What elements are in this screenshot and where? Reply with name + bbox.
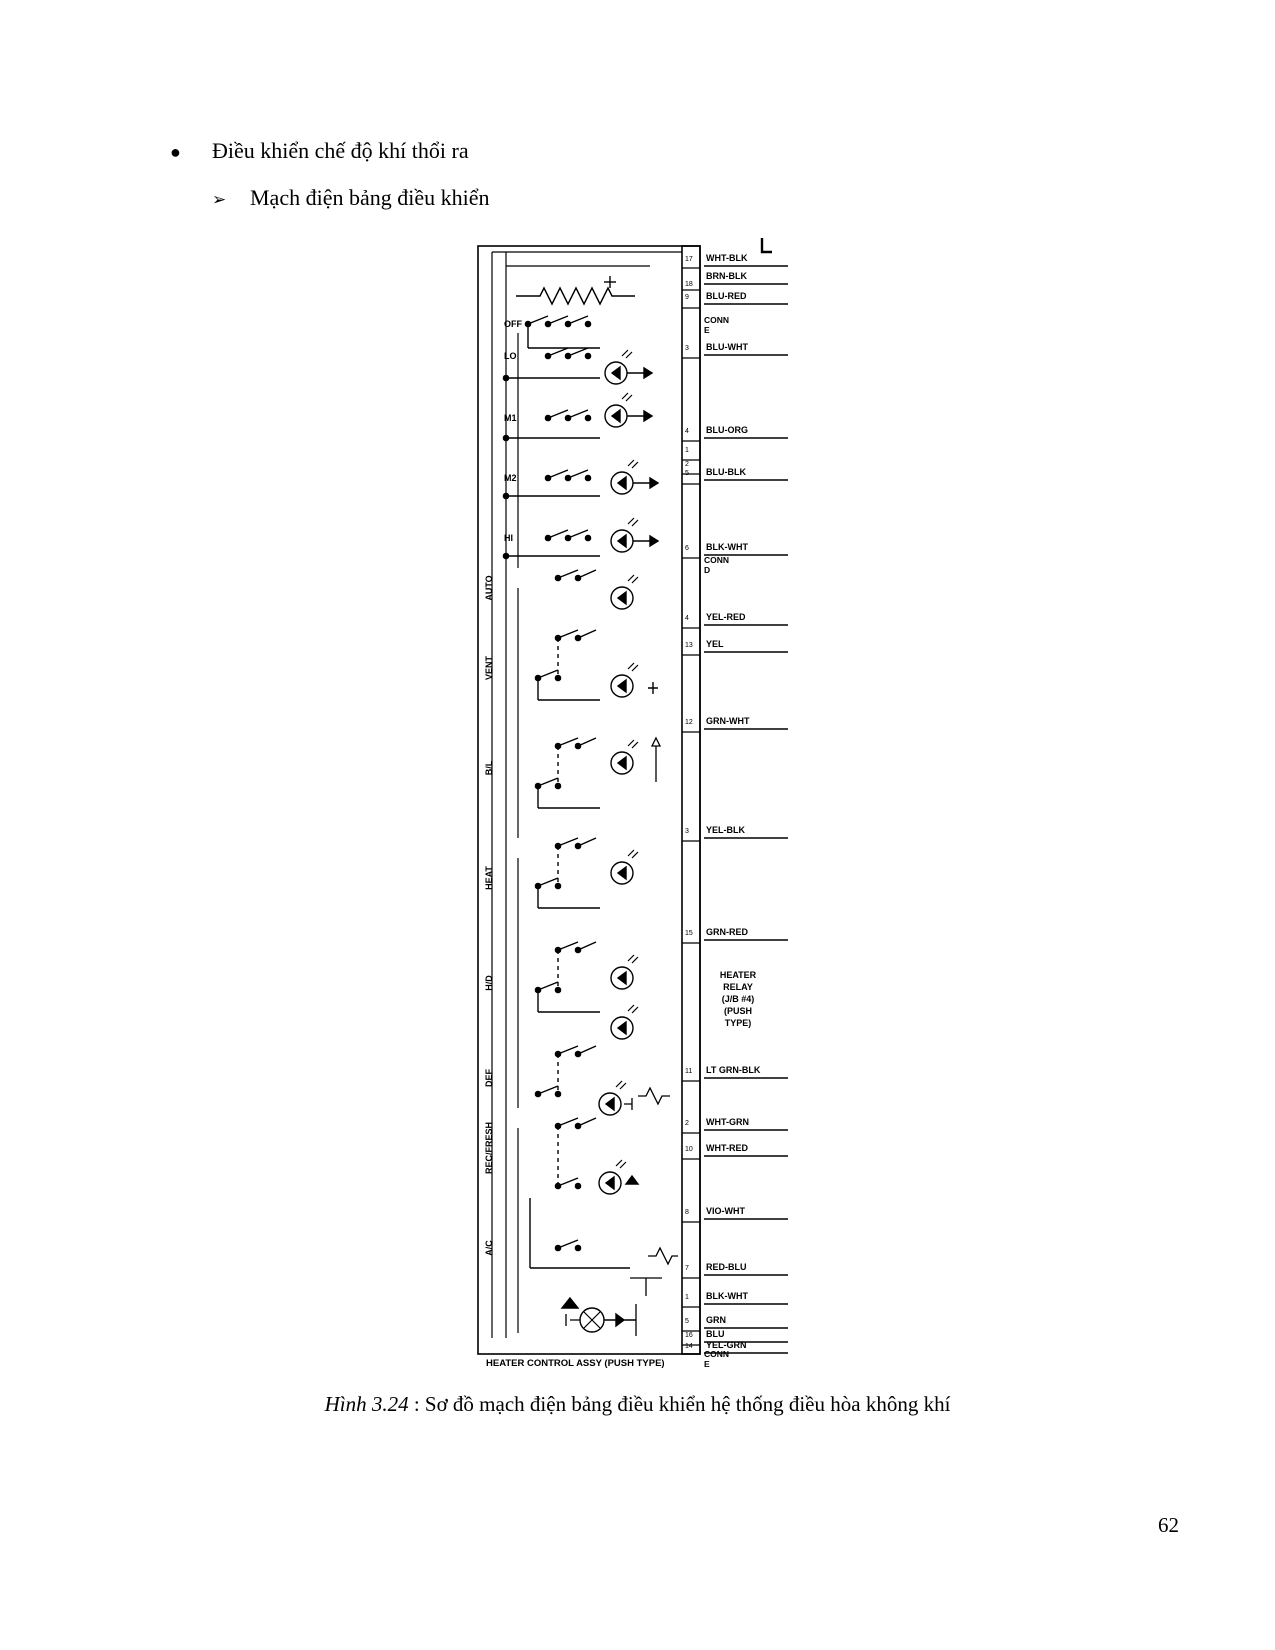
side-label-def: DEF — [484, 1069, 494, 1087]
connector-pin-number: 2 — [685, 461, 689, 468]
wire-label: RED-BLU — [706, 1262, 747, 1272]
wire-label: BLU-RED — [706, 291, 747, 301]
wire-label: BLU-WHT — [706, 342, 748, 352]
mode-label-m1: M1 — [504, 413, 517, 423]
connector-pin-number: 4 — [685, 615, 689, 622]
relay-label-line: (PUSH — [723, 1006, 753, 1016]
connector-pin-number: 14 — [685, 1343, 693, 1350]
wire-label: BLU-BLK — [706, 467, 746, 477]
wire-label: GRN — [706, 1315, 726, 1325]
wire-label: BLK-WHT — [706, 1291, 748, 1301]
circuit-diagram-figure — [470, 238, 790, 1378]
figure-caption — [0, 1392, 1275, 1417]
connector-pin-number: 18 — [685, 281, 693, 288]
connector-group-sublabel: D — [704, 565, 711, 575]
connector-pin-number: 12 — [685, 719, 693, 726]
side-label-rec-fresh: REC/FRESH — [484, 1121, 494, 1175]
connector-pin-number: 2 — [685, 1120, 689, 1127]
mode-label-m2: M2 — [504, 473, 517, 483]
connector-pin-number: 9 — [685, 294, 689, 301]
connector-pin-number: 16 — [685, 1332, 693, 1339]
mode-label-lo: LO — [504, 351, 517, 361]
side-label-h-d: H/D — [484, 975, 494, 991]
connector-pin-number: 3 — [685, 828, 689, 835]
relay-label-line: (J/B #4) — [721, 994, 755, 1004]
connector-pin-number: 5 — [685, 1318, 689, 1325]
wire-label: BLK-WHT — [706, 542, 748, 552]
wire-label: LT GRN-BLK — [706, 1065, 761, 1075]
connector-group-label: CONN — [704, 555, 730, 565]
wire-label: YEL-BLK — [706, 825, 745, 835]
connector-pin-number: 8 — [685, 1209, 689, 1216]
wire-label: YEL-RED — [706, 612, 746, 622]
sub-bullet-item — [212, 185, 490, 211]
side-label-auto: AUTO — [484, 575, 494, 601]
connector-pin-number: 11 — [685, 1068, 693, 1075]
connector-pin-number: 5 — [685, 470, 689, 477]
wire-label: WHT-RED — [706, 1143, 748, 1153]
wire-label: BLU — [706, 1329, 725, 1339]
wire-label: BLU-ORG — [706, 425, 748, 435]
relay-label-line: RELAY — [723, 982, 753, 992]
mode-label-hi: HI — [504, 533, 513, 543]
wire-label: VIO-WHT — [706, 1206, 745, 1216]
connector-pin-number: 7 — [685, 1265, 689, 1272]
connector-pin-number: 3 — [685, 345, 689, 352]
connector-group-sublabel: E — [704, 325, 710, 335]
connector-group-label: CONN — [704, 1349, 730, 1359]
side-label-a-c: A/C — [484, 1240, 494, 1256]
figure-label: Hình 3.24 — [324, 1392, 409, 1416]
connector-group-label: CONN — [704, 315, 730, 325]
wire-label: YEL-GRN — [706, 1340, 747, 1350]
side-label-vent: VENT — [484, 655, 494, 681]
connector-group-sublabel: E — [704, 1359, 710, 1369]
wire-label: YEL — [706, 639, 724, 649]
connector-pin-number: 1 — [685, 447, 689, 454]
side-label-b-l: B/L — [484, 760, 494, 776]
sub-bullet-text: Mạch điện bảng điều khiển — [250, 185, 490, 210]
wire-label: GRN-WHT — [706, 716, 750, 726]
figure-caption-text: : Sơ đồ mạch điện bảng điều khiển hệ thống điều hòa không khí — [408, 1392, 951, 1416]
bullet-item — [170, 138, 469, 164]
wire-label: WHT-BLK — [706, 253, 748, 263]
connector-pin-number: 13 — [685, 642, 693, 649]
relay-label-line: HEATER — [719, 970, 757, 980]
wire-label: WHT-GRN — [706, 1117, 749, 1127]
connector-pin-number: 4 — [685, 428, 689, 435]
mode-label-off: OFF — [504, 319, 522, 329]
side-label-heat: HEAT — [484, 866, 494, 890]
bullet-text: Điều khiển chế độ khí thổi ra — [212, 138, 469, 163]
arrow-bullet-icon: ➢ — [212, 190, 227, 209]
relay-label-line: TYPE) — [724, 1018, 752, 1028]
bullet-marker: ● — [170, 142, 181, 162]
wire-label: GRN-RED — [706, 927, 748, 937]
connector-pin-number: 17 — [685, 256, 693, 263]
connector-pin-number: 6 — [685, 545, 689, 552]
diagram-title: HEATER CONTROL ASSY (PUSH TYPE) — [486, 1358, 665, 1369]
connector-pin-number: 15 — [685, 930, 693, 937]
connector-pin-number: 10 — [685, 1146, 693, 1153]
connector-pin-number: 1 — [685, 1294, 689, 1301]
page-number: 62 — [1158, 1513, 1179, 1537]
wire-label: BRN-BLK — [706, 271, 747, 281]
